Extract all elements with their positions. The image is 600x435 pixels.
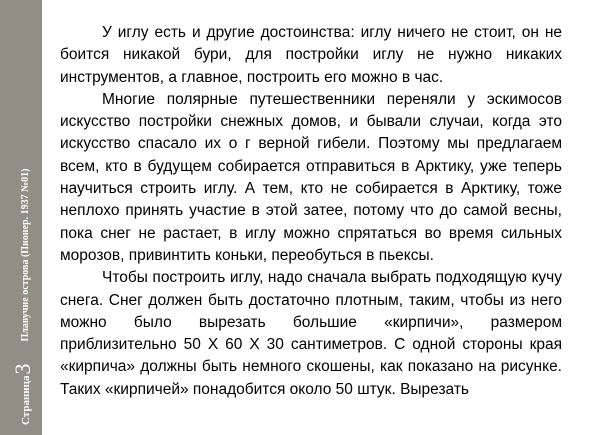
source-title: Плавучие острова (Пионер. 1937 №01) [20, 168, 31, 342]
paragraph-1: У иглу есть и другие достоинства: иглу ничего не стоит, он не боится никакой бури, для постройки иглу не нужно никаких инструментов, а главное, построить его можно в час. [60, 24, 562, 86]
sidebar-label-group [8, 25, 34, 425]
page-word-label: Страница [20, 375, 32, 425]
paragraph-3: Чтобы построить иглу, надо сначала выбрать подходящую кучу снега. Снег должен быть достаточно плотным, таким, чтобы из него можно было вырезать большие «кирпичи», размером приблизительно 50 Х 60 Х 30 сантиметров. С одной стороны края «кирпича» должны быть немного скошены, как показано на рисунке. Таких «кирпичей» понадобится около 50 штук. Вырезать [60, 269, 562, 398]
page-number: 3 [10, 363, 35, 375]
page-sidebar [0, 0, 42, 435]
document-body [60, 22, 562, 401]
paragraph-2: Многие полярные путешественники переняли у эскимосов искусство постройки снежных домов, и бывали случаи, когда это искусство спасало их о г верной гибели. Поэтому мы предлагаем всем, кто в будущем собирается отправиться в Арктику, уже теперь научиться строить иглу. А тем, кто не собирается в Арктику, тоже неплохо принять участие в этой затее, потому что до самой весны, пока снег не растает, в иглу можно спрятаться во время сильных морозов, привинтить коньки, переобуться в пьексы. [60, 90, 562, 264]
